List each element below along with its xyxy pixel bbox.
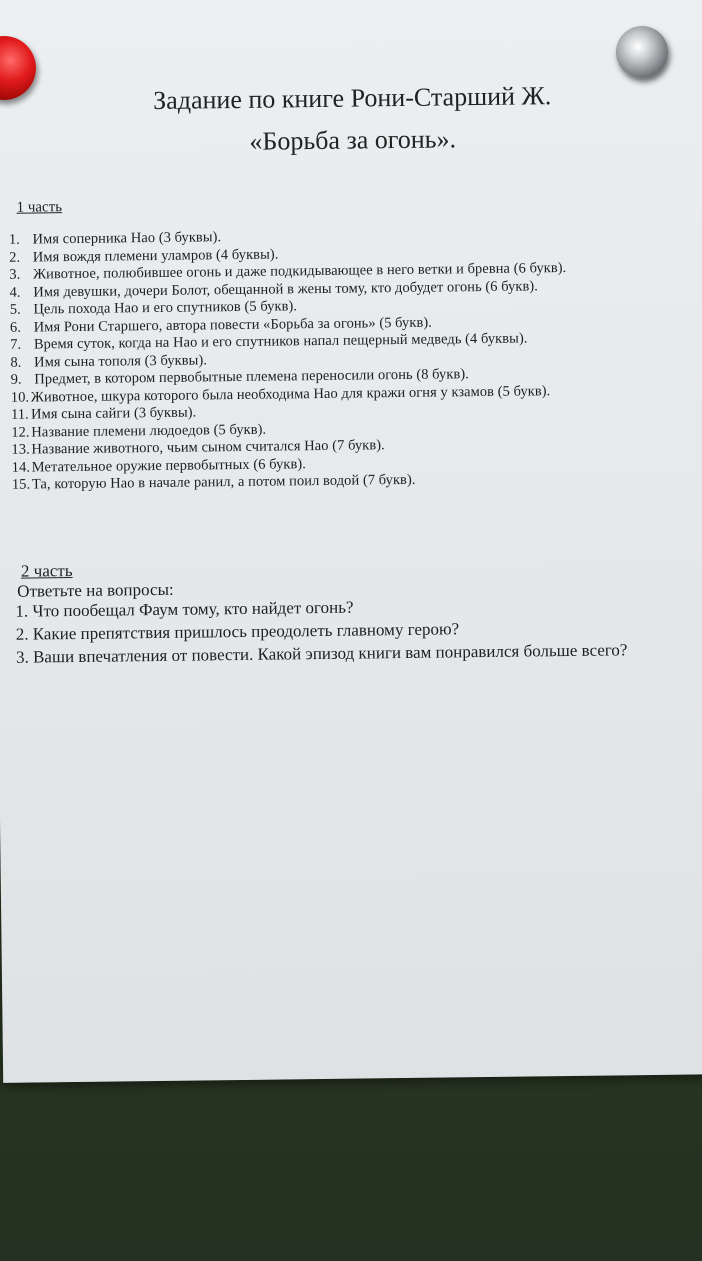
item-text: Предмет, в котором первобытные племена переносили огонь (8 букв).	[34, 366, 469, 388]
item-text: Ваши впечатления от повести. Какой эпизод книги вам понравился больше всего?	[32, 640, 628, 667]
item-number: 12.	[11, 424, 30, 441]
item-text: Имя Рони Старшего, автора повести «Борьба за огонь» (5 букв).	[33, 314, 432, 335]
item-number: 4.	[9, 284, 21, 301]
item-text: Та, которую Нао в начале ранил, а потом поил водой (7 букв).	[31, 471, 416, 493]
item-number: 2.	[9, 249, 21, 266]
item-number: 6.	[9, 319, 22, 336]
item-number: 5.	[9, 301, 21, 318]
item-number: 8.	[10, 354, 22, 371]
item-number: 3.	[9, 266, 21, 283]
item-text: Имя сына тополя (3 буквы).	[34, 351, 208, 370]
item-text: Метательное оружие первобытных (6 букв).	[31, 455, 306, 476]
item-text: Время суток, когда на Нао и его спутников напал пещерный медведь (4 буквы).	[33, 330, 528, 353]
item-number: 10.	[10, 389, 30, 406]
part1-question-list	[9, 224, 688, 495]
item-number: 9.	[10, 371, 22, 388]
item-text: Название животного, чьим сыном считался Нао (7 букв).	[31, 437, 385, 458]
item-text: Что пообещал Фаум тому, кто найдет огонь?	[32, 597, 354, 621]
item-text: Животное, полюбившее огонь и даже подкидывающее в него ветки и бревна (6 букв).	[32, 259, 567, 283]
item-number: 1.	[8, 231, 21, 248]
item-text: Имя соперника Нао (3 буквы).	[32, 229, 222, 248]
part2-heading: 2 часть	[20, 561, 73, 581]
document-title-line-1: Задание по книге Рони-Старший Ж.	[153, 81, 552, 116]
document-title-line-2: «Борьба за огонь».	[249, 124, 457, 156]
part2-instruction: Ответьте на вопросы:	[17, 579, 174, 601]
part2-question-list	[15, 592, 690, 669]
item-text: Имя девушки, дочери Болот, обещанной в жены тому, кто добудет огонь (6 букв).	[33, 277, 539, 300]
item-text: Какие препятствия пришлось преодолеть главному герою?	[32, 619, 460, 644]
item-text: Животное, шкура которого была необходима Нао для кражи огня у кзамов (5 букв).	[30, 382, 551, 406]
item-number: 15.	[11, 476, 31, 493]
item-number: 3.	[15, 647, 29, 667]
item-number: 1.	[15, 601, 29, 621]
item-number: 11.	[10, 406, 29, 423]
item-number: 2.	[15, 624, 29, 644]
item-text: Имя сына сайги (3 буквы).	[30, 404, 197, 423]
item-text: Название племени людоедов (5 букв).	[31, 421, 267, 441]
item-number: 13.	[11, 441, 30, 458]
silver-magnet-icon	[616, 26, 668, 78]
part1-heading: 1 часть	[16, 199, 63, 216]
item-number: 7.	[10, 336, 22, 353]
item-text: Имя вождя племени уламров (4 буквы).	[32, 245, 279, 265]
item-number: 14.	[11, 459, 31, 476]
item-text: Цель похода Нао и его спутников (5 букв).	[33, 298, 298, 318]
